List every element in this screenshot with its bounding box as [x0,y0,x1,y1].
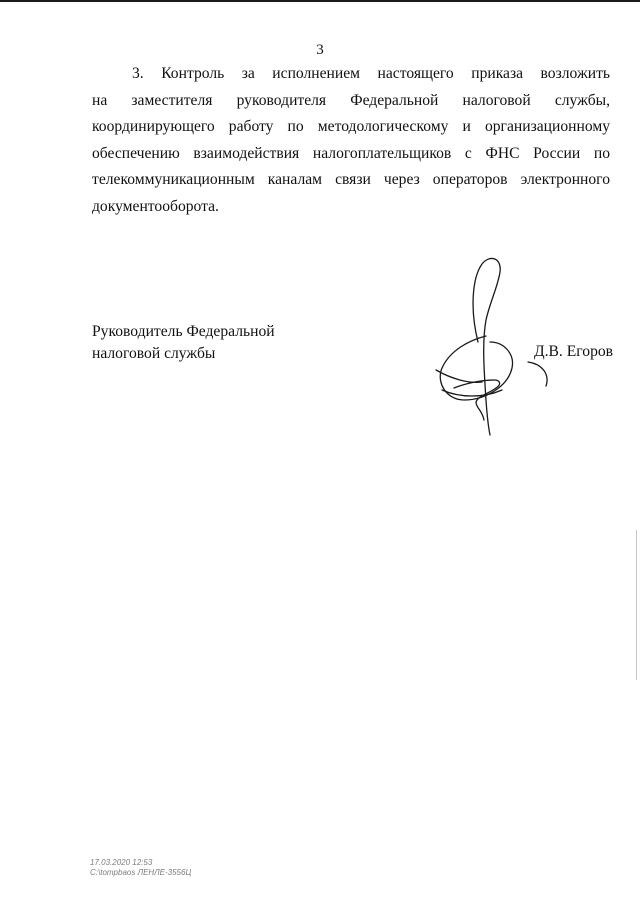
page-number: 3 [316,42,324,58]
footer-line: 17.03.2020 12:53 [90,858,153,867]
page-top-edge [0,0,640,2]
footer-line: С:\tompbaos ЛЕНЛЕ-3556Ц [90,868,192,877]
paragraph-line: телекоммуникационным каналам связи через операторов электронного [92,171,610,188]
scan-edge-mark [636,530,637,680]
paragraph-line: координирующего работу по методологическому и организационному [92,118,610,135]
signer-name: Д.В. Егоров [534,343,614,360]
signer-title [92,321,352,365]
signer-title-line: Руководитель Федеральной [92,323,275,340]
clause-3-paragraph [92,61,610,220]
paragraph-line: документооборота. [92,197,219,215]
document-footer [90,858,191,878]
paragraph-line: 3. Контроль за исполнением настоящего приказа возложить [132,65,610,82]
paragraph-line: обеспечению взаимодействия налогоплательщиков с ФНС России по [92,144,610,162]
signer-title-line: налоговой службы [92,345,216,362]
paragraph-line: на заместителя руководителя Федеральной налоговой службы, [92,91,610,109]
